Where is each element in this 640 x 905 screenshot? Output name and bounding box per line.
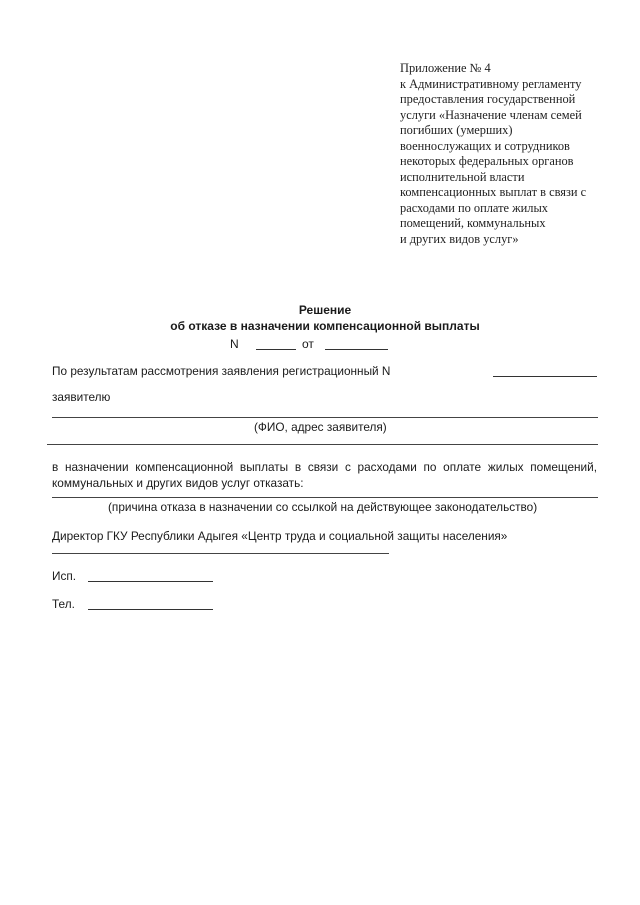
appendix-line: некоторых федеральных органов [400, 154, 574, 168]
applicant-caption: (ФИО, адрес заявителя) [254, 420, 387, 434]
date-label: от [302, 337, 314, 351]
applicant-label: заявителю [52, 390, 111, 404]
appendix-line: услуги «Назначение членам семей [400, 107, 582, 122]
director-text: Директор ГКУ Республики Адыгея «Центр труда и социальной защиты населения» [52, 529, 508, 543]
appendix-line: и других видов услуг» [400, 231, 519, 246]
document-subtitle: об отказе в назначении компенсационной выплаты [170, 319, 480, 333]
reason-line[interactable] [52, 497, 598, 498]
director-signature-line[interactable] [52, 553, 389, 554]
appendix-block [400, 61, 610, 247]
appendix-line: помещений, коммунальных [400, 216, 546, 230]
application-text: По результатам рассмотрения заявления регистрационный N [52, 364, 391, 378]
executor-label: Исп. [52, 569, 77, 583]
appendix-line: погибших (умерших) [400, 123, 513, 137]
decision-line-2: коммунальных и других видов услуг отказать: [52, 475, 304, 490]
appendix-line: к Административному регламенту [400, 76, 582, 91]
appendix-line: Приложение № 4 [400, 61, 491, 75]
number-field[interactable] [256, 349, 296, 350]
appendix-line: предоставления государственной [400, 92, 576, 106]
document-title: Решение [298, 303, 352, 317]
number-label: N [230, 337, 239, 351]
appendix-line: исполнительной власти [400, 169, 525, 184]
appendix-line: военнослужащих и сотрудников [400, 138, 570, 153]
executor-field[interactable] [88, 581, 213, 582]
applicant-line[interactable] [52, 417, 598, 418]
appendix-line: расходами по оплате жилых [400, 200, 548, 215]
reason-caption: (причина отказа в назначении со ссылкой на действующее законодательство) [108, 500, 538, 514]
registration-number-field[interactable] [493, 376, 597, 377]
decision-line-1: в назначении компенсационной выплаты в связи с расходами по оплате жилых помещений, [52, 460, 597, 474]
decision-paragraph [52, 460, 597, 491]
phone-field[interactable] [88, 609, 213, 610]
applicant-line-2[interactable] [47, 444, 598, 445]
phone-label: Тел. [52, 597, 75, 611]
appendix-line: компенсационных выплат в связи с [400, 185, 587, 199]
date-field[interactable] [325, 349, 388, 350]
